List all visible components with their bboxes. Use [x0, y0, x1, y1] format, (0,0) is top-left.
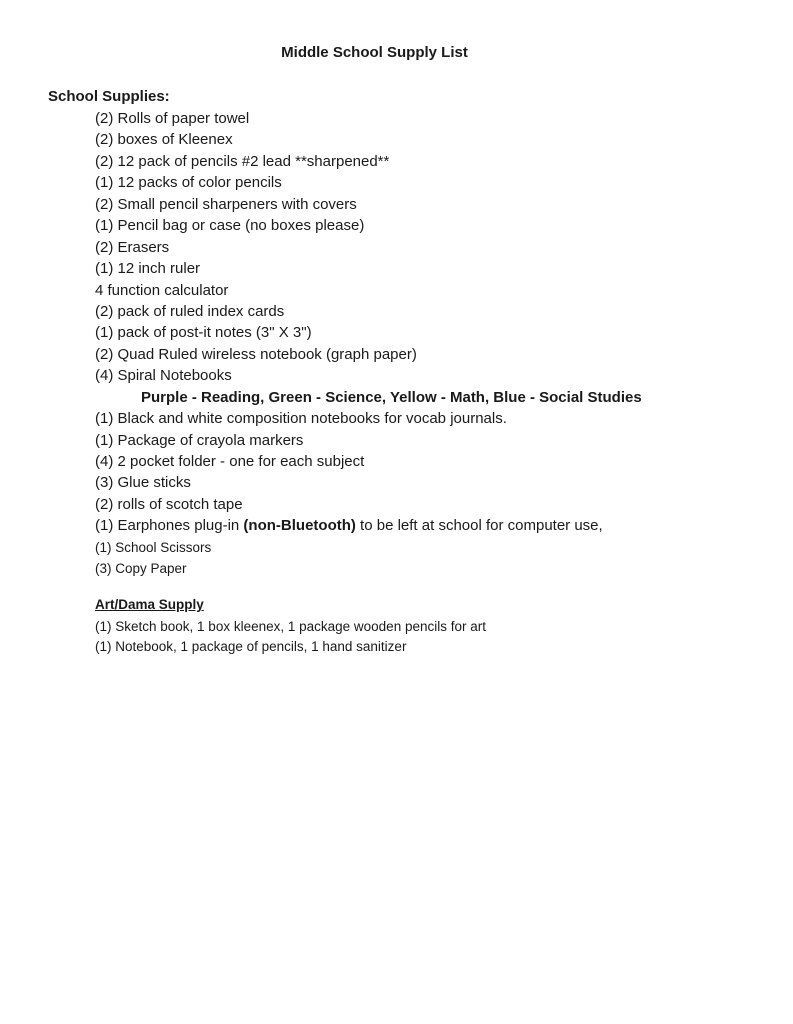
list-item: (1) Pencil bag or case (no boxes please) [95, 217, 365, 235]
list-item: (2) Rolls of paper towel [95, 110, 250, 127]
list-item: (4) Spiral Notebooks [95, 367, 232, 385]
list-item: (1) Sketch book, 1 box kleenex, 1 package wooden pencils for art [95, 619, 486, 634]
list-item: (2) 12 pack of pencils #2 lead **sharpened** [95, 152, 390, 170]
list-item: (1) Notebook, 1 package of pencils, 1 hand sanitizer [95, 639, 407, 654]
list-item: (3) Glue sticks [95, 474, 191, 492]
art-drama-list [95, 617, 486, 657]
list-item: (2) Erasers [95, 238, 170, 256]
list-item: (3) Copy Paper [95, 561, 187, 577]
list-item: (1) pack of post-it notes (3" X 3") [95, 324, 312, 342]
earphones-emphasis: (non-Bluetooth) [243, 517, 356, 535]
list-item: (2) boxes of Kleenex [95, 131, 233, 149]
earphones-item [95, 515, 642, 536]
page-title: Middle School Supply List [281, 44, 468, 61]
list-item: (1) School Scissors [95, 539, 212, 555]
art-drama-heading: Art/Dama Supply [95, 597, 204, 612]
list-item: 4 function calculator [95, 281, 229, 299]
school-supplies-list [95, 108, 642, 580]
list-item: (2) rolls of scotch tape [95, 495, 243, 513]
list-item: (2) pack of ruled index cards [95, 302, 285, 320]
list-item: (2) Quad Ruled wireless notebook (graph paper) [95, 345, 417, 363]
list-item: (4) 2 pocket folder - one for each subject [95, 453, 365, 470]
earphones-prefix: (1) Earphones plug-in [95, 517, 244, 535]
list-item: (1) Black and white composition notebooks for vocab journals. [95, 410, 507, 428]
list-item: (1) 12 packs of color pencils [95, 174, 282, 192]
notebook-color-key: Purple - Reading, Green - Science, Yellow - Math, Blue - Social Studies [141, 388, 642, 406]
list-item: (2) Small pencil sharpeners with covers [95, 195, 357, 213]
list-item: (1) 12 inch ruler [95, 260, 201, 278]
earphones-suffix: to be left at school for computer use, [355, 517, 603, 535]
school-supplies-heading: School Supplies: [48, 88, 170, 105]
list-item: (1) Package of crayola markers [95, 431, 304, 449]
